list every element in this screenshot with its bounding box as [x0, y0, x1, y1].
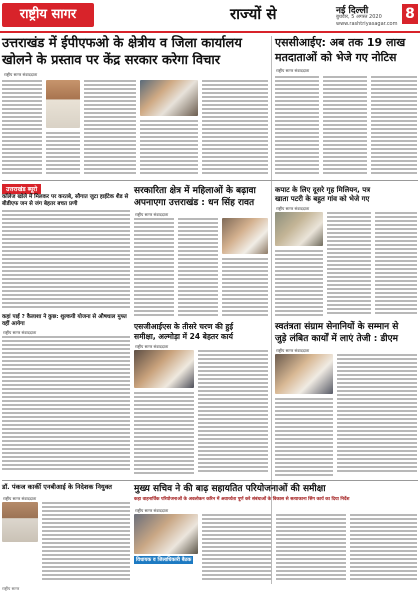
edition-date: बुधवार, 5 अगस्त 2020	[336, 14, 382, 20]
section-title: राज्यों से	[230, 5, 277, 23]
freedom-photo	[275, 354, 333, 394]
scheme-headline-line1: कपाट के लिए दूसरे गृह मिलियन, पत्र	[275, 186, 371, 194]
cs-headline: मुख्य सचिव ने की बाढ़ सहायतित परियोजनाओं की समीक्षा	[134, 484, 326, 494]
awareness-headline-line2: अपनाएगा उत्तराखंड : धन सिंह रावत	[134, 198, 255, 208]
lead-byline: राष्ट्रीय सागर संवाददाता	[4, 72, 38, 77]
sgi-headline-line2: समीक्षा, अल्मोड़ा में 24 बेहतर कार्य	[134, 332, 233, 341]
cs-body-col3	[350, 514, 417, 582]
notice-headline-line1: एससीआईए: अब तक 19 लाख	[275, 36, 406, 49]
lower-divider	[2, 480, 418, 481]
lead-headline-line1: उत्तराखंड में ईपीएफओ के क्षेत्रीय व जिला कार्यालय	[2, 36, 242, 51]
section-divider	[2, 180, 418, 181]
scheme-body-col1	[275, 250, 323, 318]
website-link[interactable]: www.rashtriyasagar.com	[336, 21, 398, 27]
lead-body-col1	[2, 80, 42, 176]
cs-byline: राष्ट्रीय सागर संवाददाता	[135, 508, 169, 513]
sgi-photo	[134, 350, 194, 388]
notice-body-col2	[323, 76, 367, 176]
brief-headline: कॉलेज खोले में मिलकर पर करतबे, सौगात जुटा हाईटेक शैड से बीडीएफ जन से जंग बेहतर बचत प्रणी	[2, 194, 129, 207]
sgi-byline: राष्ट्रीय सागर संवाददाता	[135, 344, 169, 349]
awareness-photo	[222, 218, 268, 254]
notice-headline-line2: मतदाताओं को भेजे गए नोटिस	[275, 51, 397, 64]
scheme-body-col2	[327, 212, 371, 318]
lead-body-col3	[84, 80, 136, 176]
sgi-headline-line1: एसजीआईएस के तीसरे चरण की हुई	[134, 322, 234, 331]
lead-meeting-photo	[140, 80, 198, 116]
director-body	[42, 502, 130, 582]
lead-body-col4	[140, 120, 198, 176]
freedom-body-col1	[275, 398, 333, 476]
notice-body-col3	[371, 76, 417, 176]
scheme-photo	[275, 212, 323, 246]
lead-portrait-photo	[46, 80, 80, 128]
footer-imprint: राष्ट्रीय सागर	[2, 586, 20, 591]
cs-subhead: कहा वाहनार्विक परियोजनाओं के अवलोकन करिन में अवार्थ्यता पूर्ण करे संबंधाओं के विकास से सत्याकाना सिंग कार्य का दिया निर्देश	[134, 497, 350, 502]
cs-photo	[134, 514, 198, 554]
masthead	[0, 0, 420, 30]
paper-name-badge: राष्ट्रीय सागर	[2, 3, 94, 27]
cs-photo-caption: विधायक व जिलाधिकारी बैठक	[136, 557, 192, 563]
brief-box-title: उत्तराखंड ब्यूरो	[2, 184, 41, 194]
freedom-headline-line2: जुड़े लंबित कार्यों में लाएं तेजी : डीएम	[275, 334, 398, 344]
awareness-body-col3	[222, 258, 268, 318]
awareness-body-col1	[134, 218, 174, 318]
brief-body	[2, 210, 130, 310]
director-byline: राष्ट्रीय सागर संवाददाता	[3, 496, 37, 501]
scheme-byline: राष्ट्रीय सागर संवाददाता	[276, 206, 310, 211]
freedom-body-col2	[337, 354, 417, 476]
lead-body-col2	[46, 132, 80, 176]
notice-body-col1	[275, 76, 319, 176]
cs-body-col1	[202, 514, 272, 582]
sgi-body-col2	[198, 350, 268, 476]
page-number: 8	[402, 4, 418, 24]
awareness-body-col2	[178, 218, 218, 318]
scheme-headline-line2: खाता पटरी के बहुत गांव को भेजे गए	[275, 195, 370, 203]
small-left-headline: कहां पाईं ? कैलाशा ने कुछ: शुल्कयी योजना से औषधाल मुफ्त वहीं आयेगा	[2, 314, 127, 327]
cs-body-col2	[276, 514, 346, 582]
freedom-headline-line1: स्वतंत्रता संग्राम सेनानियों के सम्मान से	[275, 322, 399, 332]
director-portrait	[2, 502, 38, 542]
small-left-byline: राष्ट्रीय सागर संवाददाता	[3, 330, 37, 335]
sgi-body-col1	[134, 392, 194, 476]
scheme-body-col3	[375, 212, 417, 318]
small-left-body	[2, 336, 130, 472]
lead-headline-line2: खोलने के प्रस्ताव पर केंद्र सरकार करेगा विचार	[2, 53, 221, 68]
lead-body-col5	[202, 80, 268, 176]
freedom-byline: राष्ट्रीय सागर संवाददाता	[276, 348, 310, 353]
director-headline: डॉ. पंकज कार्की एनबीआई के निदेशक नियुक्त	[2, 483, 112, 491]
awareness-headline-line1: सरकारिता क्षेत्र में महिलाओं के बढ़ावा	[134, 186, 256, 196]
edition-city: नई दिल्ली	[336, 6, 369, 16]
masthead-divider	[0, 31, 420, 33]
notice-byline: राष्ट्रीय सागर संवाददाता	[276, 68, 310, 73]
awareness-byline: राष्ट्रीय सागर संवाददाता	[135, 212, 169, 217]
